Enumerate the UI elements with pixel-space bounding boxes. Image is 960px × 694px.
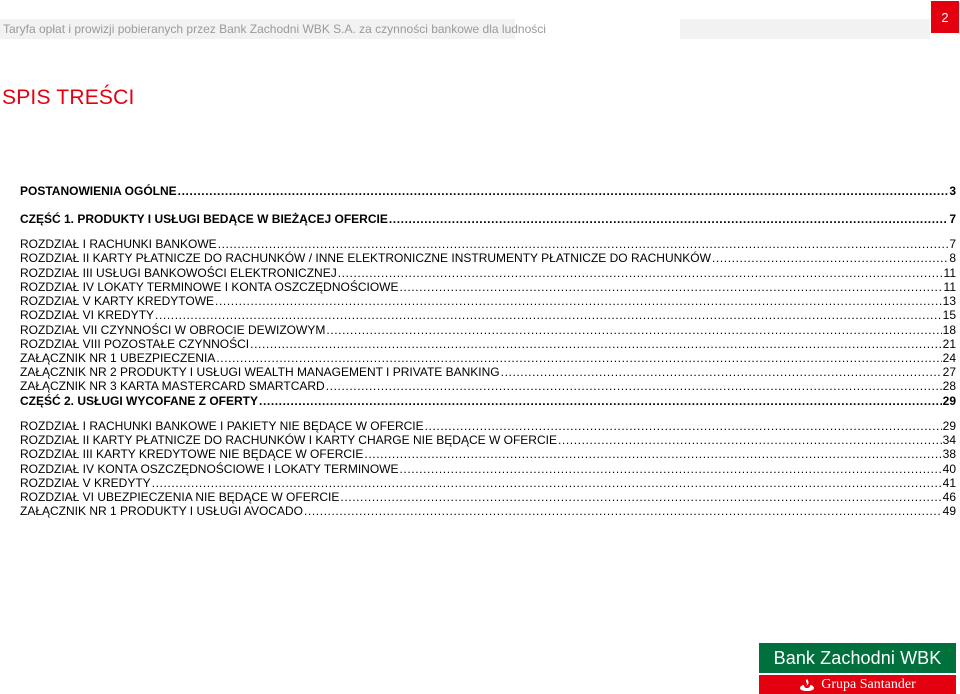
toc-entry-label: ZAŁĄCZNIK NR 3 KARTA MASTERCARD SMARTCARD xyxy=(20,379,325,393)
toc-entry[interactable] xyxy=(20,280,956,294)
toc-entry-label: ROZDZIAŁ IV LOKATY TERMINOWE I KONTA OSZCZĘDNOŚCIOWE xyxy=(20,280,399,294)
toc-dot-leader xyxy=(216,351,941,365)
toc-dot-leader xyxy=(712,251,948,265)
toc-dot-leader xyxy=(215,294,942,308)
toc-entry[interactable] xyxy=(20,419,956,433)
toc-entry-label: ROZDZIAŁ V KREDYTY xyxy=(20,476,151,490)
toc-dot-leader xyxy=(218,237,949,251)
toc-entry[interactable] xyxy=(20,251,956,265)
toc-entry-label: ROZDZIAŁ IV KONTA OSZCZĘDNOŚCIOWE I LOKATY TERMINOWE xyxy=(20,462,399,476)
toc-entry-label: CZĘŚĆ 1. PRODUKTY I USŁUGI BEDĄCE W BIEŻĄCEJ OFERCIE xyxy=(20,212,388,226)
toc-entry-label: ROZDZIAŁ I RACHUNKI BANKOWE xyxy=(20,237,217,251)
toc-entry[interactable] xyxy=(20,212,956,226)
toc-entry-page: 27 xyxy=(942,365,956,379)
toc-entry-page: 8 xyxy=(949,251,956,265)
toc-entry-page: 38 xyxy=(942,447,956,461)
toc-entry-page: 13 xyxy=(942,294,956,308)
toc-dot-leader xyxy=(304,504,942,518)
toc-entry-page: 40 xyxy=(942,462,956,476)
toc-entry[interactable] xyxy=(20,323,956,337)
toc-dot-leader xyxy=(340,490,941,504)
toc-dot-leader xyxy=(364,447,941,461)
toc-dot-leader xyxy=(558,433,942,447)
toc-entry-page: 46 xyxy=(942,490,956,504)
toc-entry[interactable] xyxy=(20,337,956,351)
toc-entry[interactable] xyxy=(20,476,956,490)
toc-entry-page: 7 xyxy=(949,237,956,251)
toc-entry-page: 15 xyxy=(942,308,956,322)
toc-dot-leader xyxy=(250,337,941,351)
toc-entry-label: ZAŁĄCZNIK NR 2 PRODUKTY I USŁUGI WEALTH MANAGEMENT I PRIVATE BANKING xyxy=(20,365,500,379)
toc-entry-page: 41 xyxy=(942,476,956,490)
toc-dot-leader xyxy=(400,280,943,294)
santander-flame-icon xyxy=(799,678,815,692)
toc-entry[interactable] xyxy=(20,433,956,447)
toc-entry-page: 11 xyxy=(943,266,956,280)
toc-entry-page: 29 xyxy=(942,419,956,433)
toc-entry-page: 11 xyxy=(943,280,956,294)
toc-entry[interactable] xyxy=(20,294,956,308)
toc-entry-label: ROZDZIAŁ III USŁUGI BANKOWOŚCI ELEKTRONICZNEJ xyxy=(20,266,337,280)
toc-dot-leader xyxy=(389,212,948,226)
logo-group-bar xyxy=(759,675,956,694)
page-number-badge: 2 xyxy=(931,1,959,33)
toc-entry-label: ZAŁĄCZNIK NR 1 UBEZPIECZENIA xyxy=(20,351,216,365)
toc-entry-label: POSTANOWIENIA OGÓLNE xyxy=(20,184,177,198)
toc-dot-leader xyxy=(259,394,942,408)
toc-dot-leader xyxy=(178,184,949,198)
toc-entry[interactable] xyxy=(20,394,956,408)
toc-dot-leader xyxy=(326,323,941,337)
toc-entry-page: 18 xyxy=(942,323,956,337)
toc-entry-page: 3 xyxy=(949,184,956,198)
toc-entry[interactable] xyxy=(20,365,956,379)
logo-bank-name: Bank Zachodni WBK xyxy=(773,648,942,668)
toc-entry-page: 49 xyxy=(942,504,956,518)
toc-dot-leader xyxy=(501,365,942,379)
toc-dot-leader xyxy=(326,379,942,393)
toc-entry-label: ROZDZIAŁ II KARTY PŁATNICZE DO RACHUNKÓW / INNE ELEKTRONICZNE INSTRUMENTY PŁATNICZE DO RACHUNKÓW xyxy=(20,251,711,265)
toc-entry[interactable] xyxy=(20,308,956,322)
toc-entry-page: 28 xyxy=(942,379,956,393)
toc-entry-page: 34 xyxy=(942,433,956,447)
toc-entry[interactable] xyxy=(20,266,956,280)
toc-dot-leader xyxy=(155,308,942,322)
toc-entry-page: 24 xyxy=(942,351,956,365)
toc-entry[interactable] xyxy=(20,184,956,198)
toc-entry-label: ROZDZIAŁ VI KREDYTY xyxy=(20,308,155,322)
toc-dot-leader xyxy=(425,419,942,433)
toc-dot-leader xyxy=(152,476,942,490)
toc-entry-label: ROZDZIAŁ VI UBEZPIECZENIA NIE BĘDĄCE W OFERCIE xyxy=(20,490,340,504)
toc-entry-label: CZĘŚĆ 2. USŁUGI WYCOFANE Z OFERTY xyxy=(20,394,259,408)
toc-entry-label: ZAŁĄCZNIK NR 1 PRODUKTY I USŁUGI AVOCADO xyxy=(20,504,303,518)
toc-entry-label: ROZDZIAŁ VIII POZOSTAŁE CZYNNOŚCI xyxy=(20,337,250,351)
toc-entry-page: 29 xyxy=(942,394,956,408)
toc-entry-label: ROZDZIAŁ VII CZYNNOŚCI W OBROCIE DEWIZOWYM xyxy=(20,323,326,337)
toc-entry[interactable] xyxy=(20,379,956,393)
toc-entry-label: ROZDZIAŁ II KARTY PŁATNICZE DO RACHUNKÓW I KARTY CHARGE NIE BĘDĄCE W OFERCIE xyxy=(20,433,557,447)
toc-entry[interactable] xyxy=(20,504,956,518)
toc-entry-page: 21 xyxy=(942,337,956,351)
toc-entry-page: 7 xyxy=(949,212,956,226)
toc-dot-leader xyxy=(338,266,943,280)
document-header-title: Taryfa opłat i prowizji pobieranych przez Bank Zachodni WBK S.A. za czynności bankowe dla ludności xyxy=(3,22,546,36)
toc-heading: SPIS TREŚCI xyxy=(2,86,135,109)
toc-entry[interactable] xyxy=(20,462,956,476)
toc-entry-label: ROZDZIAŁ V KARTY KREDYTOWE xyxy=(20,294,215,308)
toc-entry-label: ROZDZIAŁ III KARTY KREDYTOWE NIE BĘDĄCE W OFERCIE xyxy=(20,447,364,461)
logo-group-name: Grupa Santander xyxy=(821,676,916,692)
toc-entry[interactable] xyxy=(20,447,956,461)
toc-entry-label: ROZDZIAŁ I RACHUNKI BANKOWE I PAKIETY NIE BĘDĄCE W OFERCIE xyxy=(20,419,424,433)
toc-entry[interactable] xyxy=(20,490,956,504)
bank-logo xyxy=(759,643,956,694)
toc-entry[interactable] xyxy=(20,351,956,365)
toc-dot-leader xyxy=(400,462,942,476)
toc-entry[interactable] xyxy=(20,237,956,251)
